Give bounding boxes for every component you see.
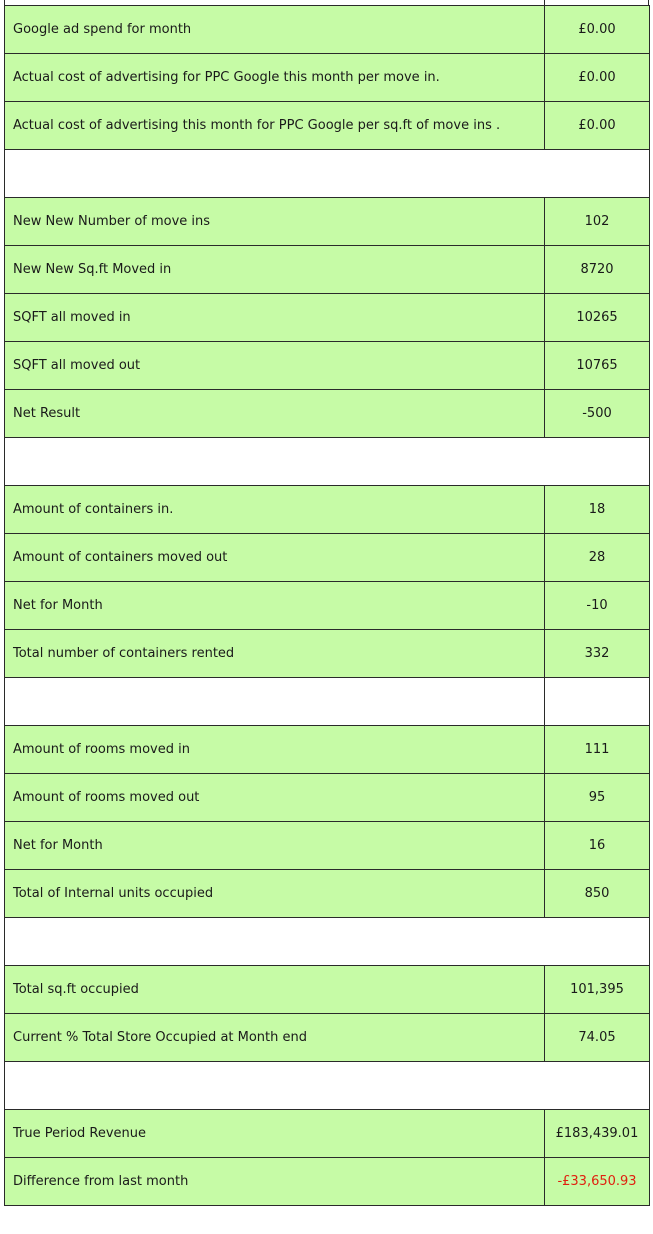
row-label: Amount of containers in.: [5, 486, 545, 534]
table-row: [5, 54, 650, 102]
row-label: Actual cost of advertising for PPC Google this month per move in.: [5, 54, 545, 102]
table-row: [5, 6, 650, 54]
row-value: 10265: [545, 294, 650, 342]
table-row: [5, 774, 650, 822]
row-label: Total of Internal units occupied: [5, 870, 545, 918]
row-value: 101,395: [545, 966, 650, 1014]
table-row: [5, 582, 650, 630]
row-label: Net for Month: [5, 822, 545, 870]
row-value: £0.00: [545, 6, 650, 54]
spacer-cell: [5, 918, 650, 966]
table-row: [5, 726, 650, 774]
row-label: Net for Month: [5, 582, 545, 630]
spacer-row: [5, 918, 650, 966]
spacer-cell: [5, 150, 650, 198]
row-value: £183,439.01: [545, 1110, 650, 1158]
row-label: Amount of containers moved out: [5, 534, 545, 582]
table-row: [5, 102, 650, 150]
spacer-row: [5, 1062, 650, 1110]
spacer-row: [5, 438, 650, 486]
row-label: Total sq.ft occupied: [5, 966, 545, 1014]
row-value: 332: [545, 630, 650, 678]
table-row: [5, 966, 650, 1014]
table-row: [5, 294, 650, 342]
table-row: [5, 198, 650, 246]
spacer-cell: [5, 678, 545, 726]
row-label: New New Sq.ft Moved in: [5, 246, 545, 294]
row-label: Amount of rooms moved out: [5, 774, 545, 822]
report-table: [4, 5, 650, 1206]
table-row: [5, 486, 650, 534]
row-value: £0.00: [545, 54, 650, 102]
row-value: 102: [545, 198, 650, 246]
table-row: [5, 1110, 650, 1158]
row-value: -500: [545, 390, 650, 438]
row-label: True Period Revenue: [5, 1110, 545, 1158]
row-label: New New Number of move ins: [5, 198, 545, 246]
row-value: 8720: [545, 246, 650, 294]
row-label: Current % Total Store Occupied at Month end: [5, 1014, 545, 1062]
row-label: Amount of rooms moved in: [5, 726, 545, 774]
difference-value: -£33,650.93: [545, 1158, 650, 1206]
table-row: [5, 390, 650, 438]
row-value: -10: [545, 582, 650, 630]
row-label: Total number of containers rented: [5, 630, 545, 678]
row-label: Net Result: [5, 390, 545, 438]
row-label: SQFT all moved in: [5, 294, 545, 342]
row-label: Actual cost of advertising this month for PPC Google per sq.ft of move ins .: [5, 102, 545, 150]
row-label: Google ad spend for month: [5, 6, 545, 54]
table-row: [5, 822, 650, 870]
table-row: [5, 1158, 650, 1206]
row-value: 850: [545, 870, 650, 918]
table-row: [5, 342, 650, 390]
row-value: 18: [545, 486, 650, 534]
row-label: Difference from last month: [5, 1158, 545, 1206]
row-value: 16: [545, 822, 650, 870]
row-value: 111: [545, 726, 650, 774]
row-value: 95: [545, 774, 650, 822]
row-value: 10765: [545, 342, 650, 390]
spacer-row: [5, 150, 650, 198]
spacer-cell: [5, 1062, 650, 1110]
spacer-cell: [545, 678, 650, 726]
table-row: [5, 870, 650, 918]
row-label: SQFT all moved out: [5, 342, 545, 390]
table-row: [5, 1014, 650, 1062]
row-value: 28: [545, 534, 650, 582]
spacer-row: [5, 678, 650, 726]
table-row: [5, 246, 650, 294]
row-value: £0.00: [545, 102, 650, 150]
table-row: [5, 630, 650, 678]
row-value: 74.05: [545, 1014, 650, 1062]
spacer-cell: [5, 438, 650, 486]
table-row: [5, 534, 650, 582]
